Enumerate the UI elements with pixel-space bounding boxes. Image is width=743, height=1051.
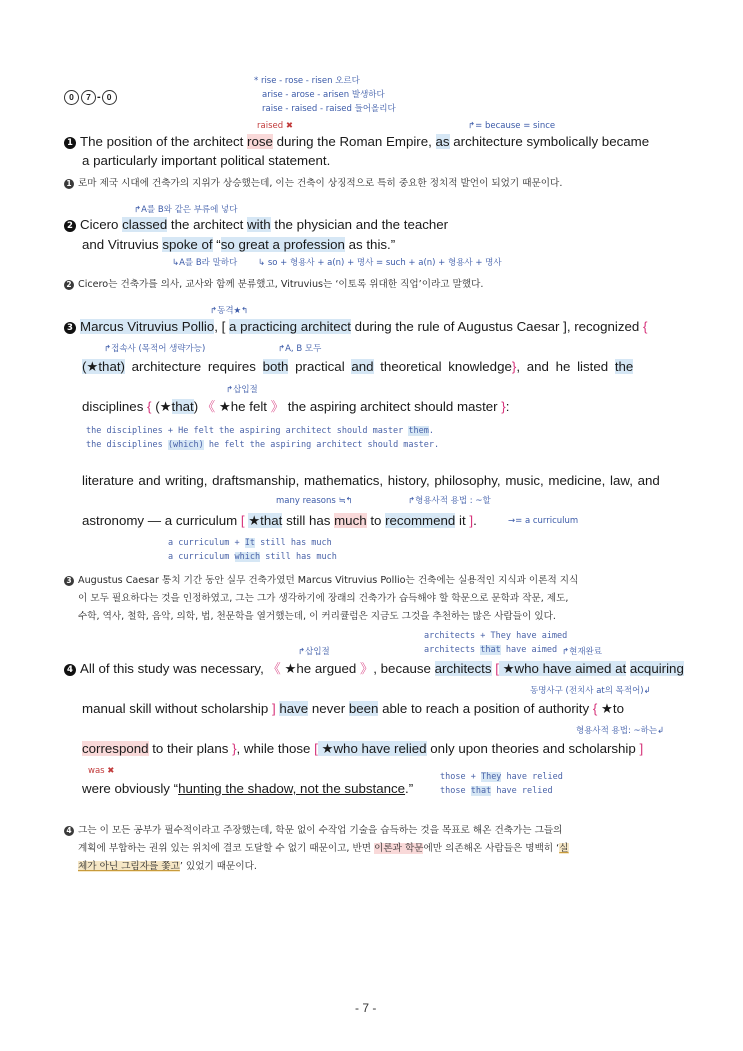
sentence-4-line-4: were obviously “hunting the shadow, not the substance.” — [82, 781, 414, 796]
note-ab: ↱A, B 모두 — [278, 344, 322, 354]
number-2-small-icon: 2 — [64, 280, 74, 290]
sentence-1-line-1: 1 The position of the architect rose during the Roman Empire, as architecture symbolically became — [64, 133, 649, 151]
number-1-icon: 1 — [64, 137, 76, 149]
sentence-3-line-1: 3 Marcus Vitruvius Pollio, [ a practicing architect during the rule of Augustus Caesar ], recognized { — [64, 318, 647, 336]
note-insert-4: ↱삽입절 — [298, 647, 330, 657]
note-they-2: those + They have relied — [440, 772, 563, 782]
note-class: ↱A를 B와 같은 부류에 넣다 — [134, 205, 238, 215]
note-adj: ↱형용사적 용법 : ~할 — [408, 496, 491, 506]
sentence-4-line-2: manual skill without scholarship ] have never been able to reach a position of authority { ★to — [82, 701, 624, 716]
note-adj-4: 형용사적 용법: ~하는↲ — [576, 726, 665, 736]
translation-4-line-2: 계획에 부합하는 권위 있는 위치에 결코 도달할 수 없기 때문이고, 반면 이론과 학문에만 의존해온 사람들은 명백히 ‘실 — [78, 843, 569, 854]
verb-note-3: raise - raised - raised 들어올리다 — [262, 104, 396, 114]
note-that-1: architects that have aimed — [424, 645, 558, 655]
note-sub-2: the disciplines (which) he felt the aspiring architect should master. — [86, 440, 440, 450]
sentence-3-line-3: disciplines { (★that) 《 ★he felt 》 the aspiring architect should master }: — [82, 399, 510, 414]
translation-4-line-1: 4 그는 이 모든 공부가 필수적이라고 주장했는데, 학문 없이 수작업 기술을 습득하는 것을 목표로 해온 건축가는 그들의 — [64, 822, 562, 836]
verb-note-1: * rise - rose - risen 오르다 — [254, 76, 360, 86]
sentence-3-line-5: astronomy — a curriculum [ ★that still has much to recommend it ]. — [82, 513, 477, 528]
number-3-small-icon: 3 — [64, 576, 74, 586]
number-4-small-icon: 4 — [64, 826, 74, 836]
note-raised: raised ✖ — [257, 121, 293, 131]
translation-3-line-1: 3 Augustus Caesar 통치 기간 동안 실무 건축가였던 Marcus Vitruvius Pollio는 건축에는 실용적인 지식과 이론적 지식 — [64, 572, 578, 586]
note-since: ↱= because = since — [468, 121, 556, 131]
translation-3-line-2: 이 모두 필요하다는 것을 인정하였고, 그는 그가 생각하기에 장래의 건축가가 습득해야 할 학문으로 문학과 작문, 제도, — [78, 593, 569, 604]
translation-2: 2 Cicero는 건축가를 의사, 교사와 함께 분류했고, Vitruvius는 ‘이토록 위대한 직업’이라고 말했다. — [64, 276, 483, 290]
number-4-icon: 4 — [64, 664, 76, 676]
number-1-small-icon: 1 — [64, 179, 74, 189]
note-was: was ✖ — [88, 766, 115, 776]
note-that-2: those that have relied — [440, 786, 553, 796]
note-so: ↳ so + 형용사 + a(n) + 명사 = such + a(n) + 형용사 + 명사 — [258, 258, 502, 268]
note-perfect: ↱현재완료 — [562, 647, 602, 657]
number-2-icon: 2 — [64, 220, 76, 232]
sentence-1-line-2: a particularly important political statement. — [82, 153, 331, 168]
note-speak: ↳A를 B라 말하다 — [172, 258, 238, 268]
translation-4-line-3: 체가 아닌 그림자를 쫓고’ 있었기 때문이다. — [78, 861, 257, 872]
sentence-2-line-2: and Vitruvius spoke of “so great a profession as this.” — [82, 237, 396, 252]
note-they-1: architects + They have aimed — [424, 631, 568, 641]
verb-note-2: arise - arose - arisen 발생하다 — [262, 90, 385, 100]
note-sub-4: a curriculum which still has much — [168, 552, 337, 562]
sentence-3-line-4: literature and writing, draftsmanship, mathematics, history, philosophy, music, medicine, law, and — [82, 473, 660, 488]
note-sub-3: a curriculum + It still has much — [168, 538, 332, 548]
note-sub-1: the disciplines + He felt the aspiring architect should master them. — [86, 426, 435, 436]
note-appos: ↱동격★↰ — [210, 306, 249, 316]
sentence-2-line-1: 2 Cicero classed the architect with the physician and the teacher — [64, 216, 448, 234]
sentence-4-line-1: 4 All of this study was necessary, 《 ★he argued 》, because architects [ ★who have aimed at acquiring — [64, 660, 684, 678]
section-ref — [64, 90, 117, 105]
translation-1: 1 로마 제국 시대에 건축가의 지위가 상승했는데, 이는 건축이 상징적으로 특히 중요한 정치적 발언이 되었기 때문이다. — [64, 175, 562, 189]
ref-digit: 0 — [64, 90, 79, 105]
translation-3-line-3: 수학, 역사, 철학, 음악, 의학, 법, 천문학을 열거했는데, 이 커리큘럼은 지금도 그것을 추천하는 많은 사람들이 있다. — [78, 611, 556, 622]
note-insert: ↱삽입절 — [226, 385, 258, 395]
sentence-4-line-3: correspond to their plans }, while those [ ★who have relied only upon theories and scholarship ] — [82, 741, 644, 756]
sentence-3-line-2: (★that) architecture requires both practical and theoretical knowledge}, and he listed the — [82, 359, 634, 374]
note-curriculum: →= a curriculum — [508, 516, 579, 526]
page-number: - 7 - — [355, 1001, 377, 1015]
note-many: many reasons ≒↰ — [276, 496, 353, 506]
number-3-icon: 3 — [64, 322, 76, 334]
note-conj: ↱접속사 (목적어 생략가능) — [104, 344, 206, 354]
note-gerund: 동명사구 (전치사 at의 목적어)↲ — [530, 686, 651, 696]
ref-dash: - — [97, 91, 101, 103]
ref-digit: 7 — [81, 90, 96, 105]
ref-digit: 0 — [102, 90, 117, 105]
